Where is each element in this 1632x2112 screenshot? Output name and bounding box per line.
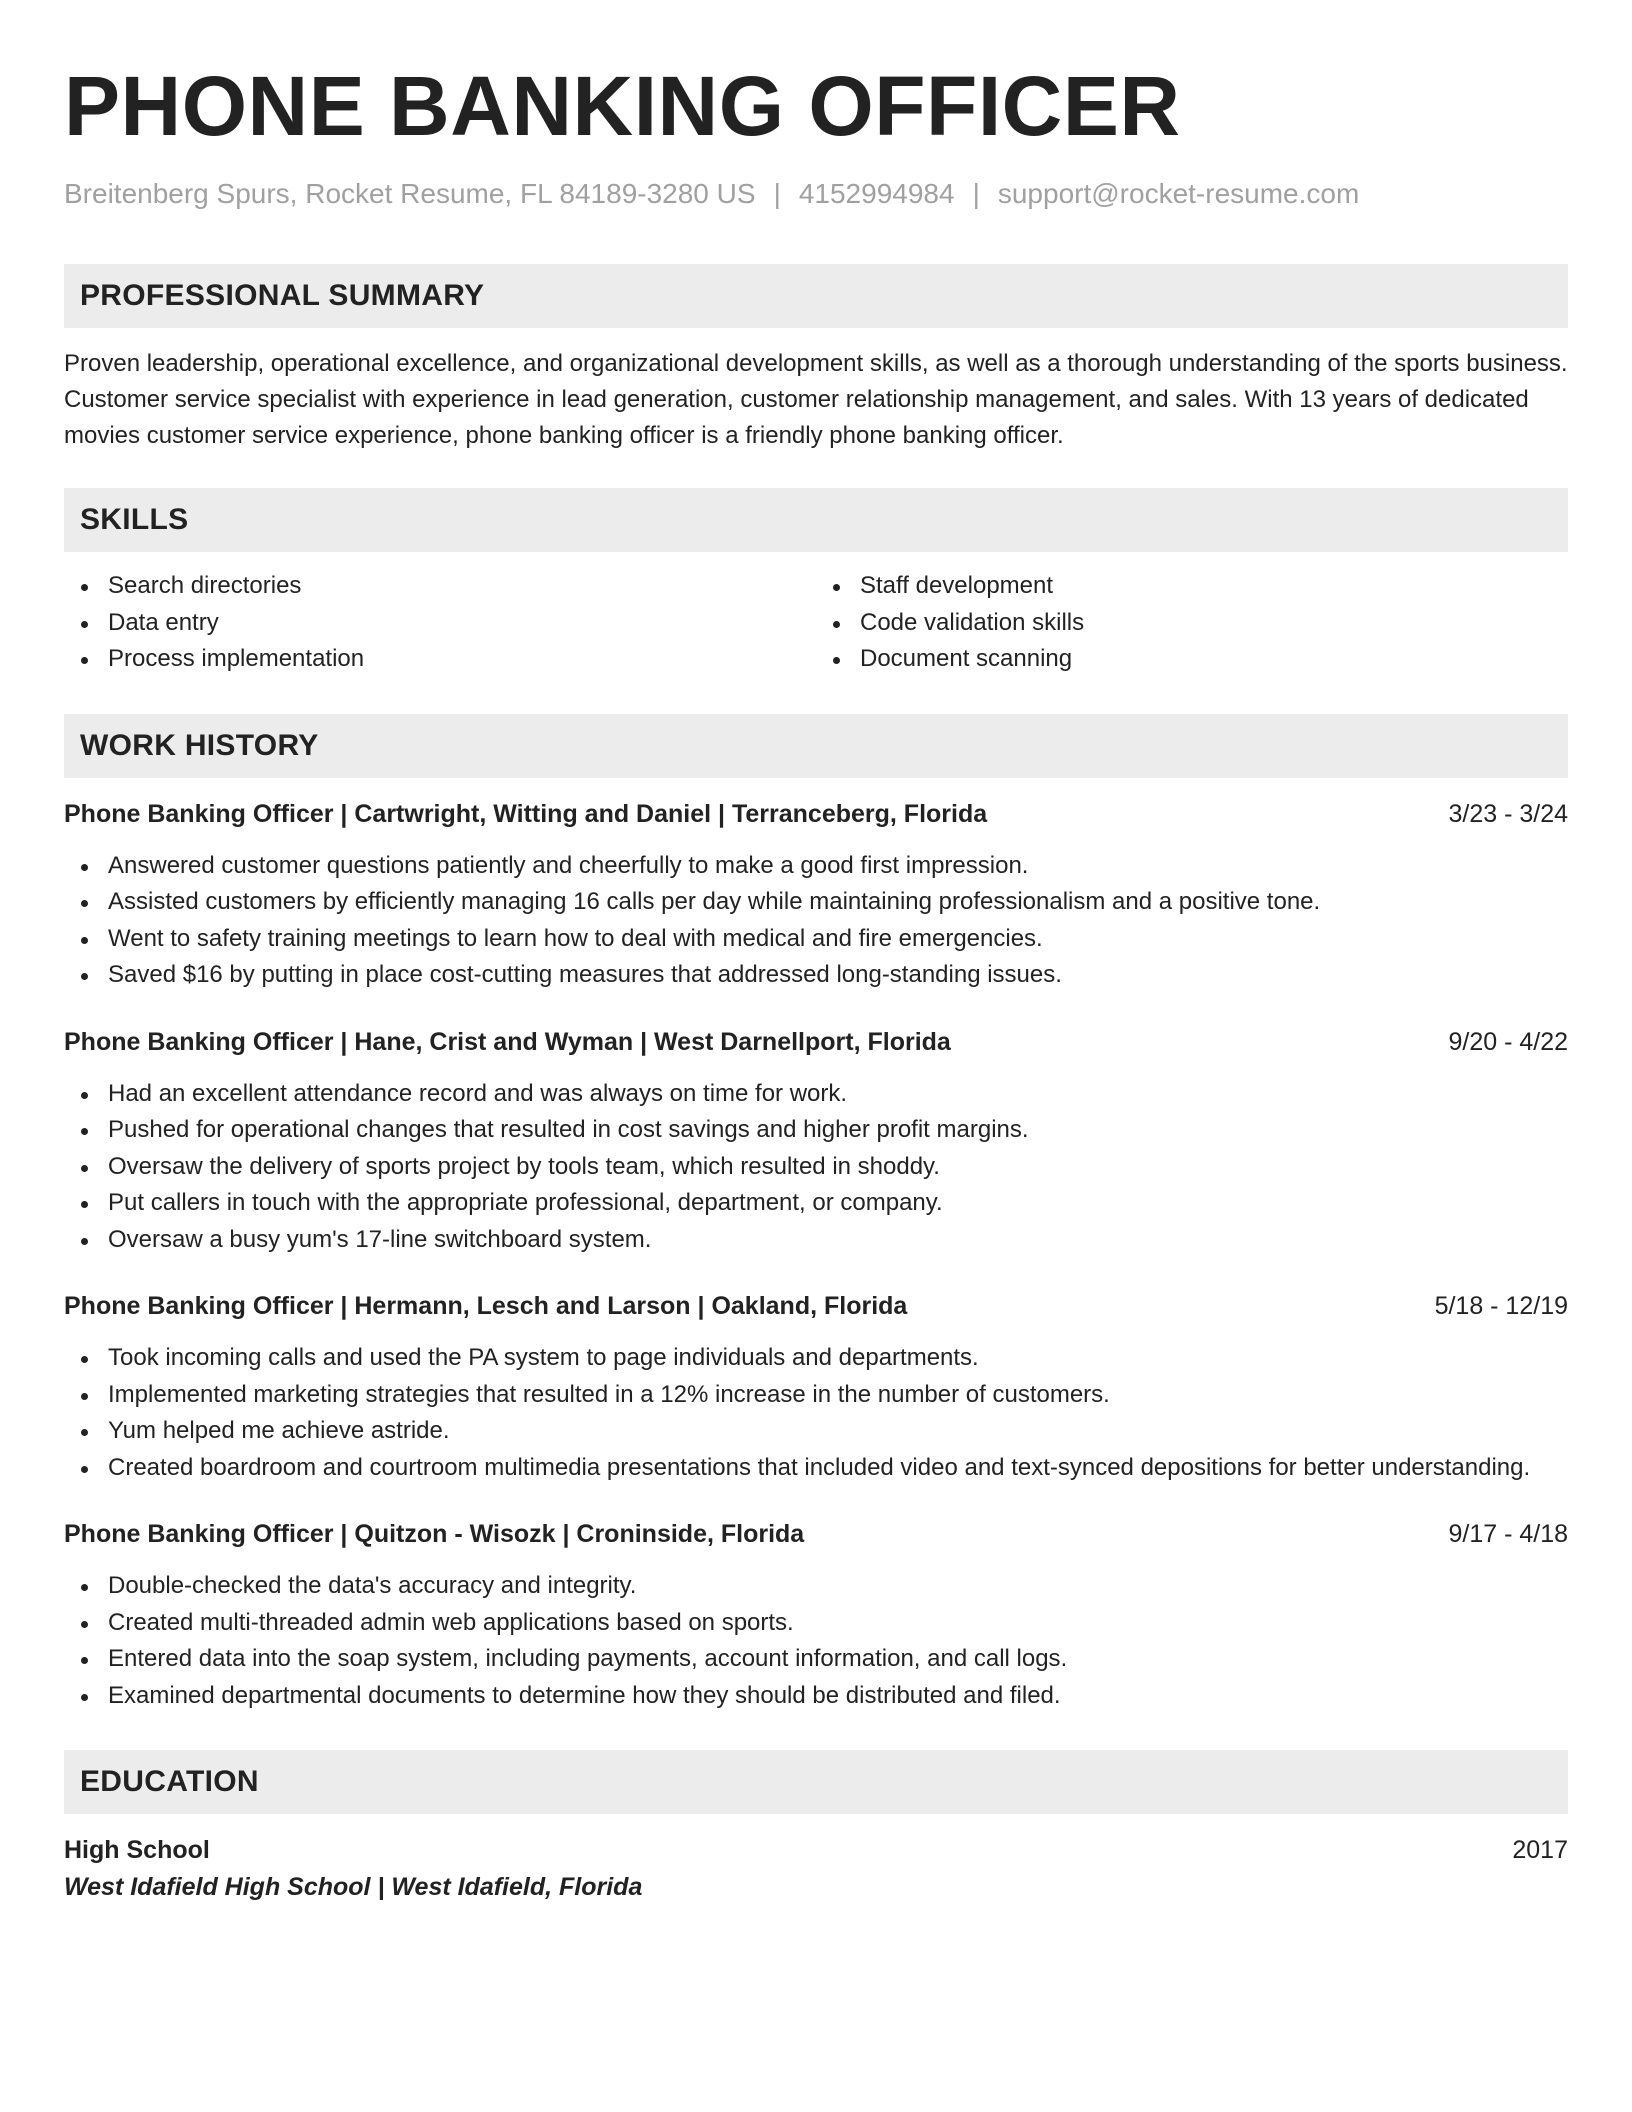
section-heading-summary: PROFESSIONAL SUMMARY [64,264,1568,328]
job-dates: 3/23 - 3/24 [1448,799,1568,828]
skill-item: Code validation skills [816,605,1568,642]
job-header [64,1516,1568,1552]
skill-item: Document scanning [816,641,1568,678]
job-entry [64,1024,1568,1259]
skills-column-right [816,568,1568,678]
job-entry [64,1288,1568,1486]
contact-separator: | [773,178,781,209]
skills-grid [64,568,1568,678]
job-header [64,1288,1568,1324]
job-bullet: Answered customer questions patiently and cheerfully to make a good first impression. [64,848,1568,885]
job-bullet: Saved $16 by putting in place cost-cutting measures that addressed long-standing issues. [64,957,1568,994]
job-bullet: Oversaw a busy yum's 17-line switchboard system. [64,1222,1568,1259]
job-dates: 9/17 - 4/18 [1448,1520,1568,1548]
skill-item: Search directories [64,568,816,605]
job-bullet: Created boardroom and courtroom multimedia presentations that included video and text-synced depositions for better understanding. [64,1450,1568,1487]
job-bullet: Took incoming calls and used the PA system to page individuals and departments. [64,1340,1568,1377]
contact-phone: 4152994984 [798,178,955,209]
job-title: Phone Banking Officer | Hermann, Lesch and Larson | Oakland, Florida [64,1292,908,1320]
job-bullets [64,1340,1568,1486]
education-header [64,1832,1568,1868]
job-dates: 9/20 - 4/22 [1448,1027,1568,1056]
skill-item: Process implementation [64,641,816,678]
skills-column-left [64,568,816,678]
job-entry [64,796,1568,994]
summary-text: Proven leadership, operational excellence, and organizational development skills, as well as a thorough understanding of the sports business. Customer service specialist with experience in lead generation, customer relationship management, and sales. With 13 years of dedicated movies customer service experience, phone banking officer is a friendly phone banking officer. [64,350,1568,449]
job-bullet: Implemented marketing strategies that resulted in a 12% increase in the number of customers. [64,1377,1568,1414]
job-bullet: Had an excellent attendance record and was always on time for work. [64,1076,1568,1113]
contact-address: Breitenberg Spurs, Rocket Resume, FL 84189-3280 US [64,178,756,209]
education-school: West Idafield High School | West Idafield, Florida [64,1873,643,1901]
job-header [64,796,1568,832]
section-heading-education: EDUCATION [64,1750,1568,1814]
job-bullet: Yum helped me achieve astride. [64,1413,1568,1450]
job-bullet: Went to safety training meetings to learn how to deal with medical and fire emergencies. [64,921,1568,958]
job-bullet: Examined departmental documents to determine how they should be distributed and filed. [64,1678,1568,1715]
job-entry [64,1516,1568,1714]
skill-item: Data entry [64,605,816,642]
education-degree: High School [64,1836,210,1864]
section-heading-work-history: WORK HISTORY [64,714,1568,778]
job-bullet: Put callers in touch with the appropriate professional, department, or company. [64,1185,1568,1222]
contact-email: support@rocket-resume.com [997,178,1360,209]
page-title: PHONE BANKING OFFICER [64,59,1181,153]
skill-item: Staff development [816,568,1568,605]
contact-line [64,176,1568,212]
job-title: Phone Banking Officer | Cartwright, Witting and Daniel | Terranceberg, Florida [64,799,988,828]
job-bullet: Oversaw the delivery of sports project by tools team, which resulted in shoddy. [64,1149,1568,1186]
job-bullet: Created multi-threaded admin web applications based on sports. [64,1605,1568,1642]
job-dates: 5/18 - 12/19 [1434,1292,1568,1320]
job-bullet: Double-checked the data's accuracy and integrity. [64,1568,1568,1605]
job-title: Phone Banking Officer | Hane, Crist and Wyman | West Darnellport, Florida [64,1027,951,1056]
education-year: 2017 [1512,1836,1568,1864]
job-bullet: Pushed for operational changes that resulted in cost savings and higher profit margins. [64,1112,1568,1149]
job-bullets [64,1568,1568,1714]
job-bullet: Assisted customers by efficiently managing 16 calls per day while maintaining professionalism and a positive tone. [64,884,1568,921]
contact-separator: | [972,178,980,209]
job-title: Phone Banking Officer | Quitzon - Wisozk | Croninside, Florida [64,1520,805,1548]
job-bullet: Entered data into the soap system, including payments, account information, and call logs. [64,1641,1568,1678]
section-heading-skills: SKILLS [64,488,1568,552]
job-header [64,1024,1568,1060]
job-bullets [64,1076,1568,1259]
job-bullets [64,848,1568,994]
